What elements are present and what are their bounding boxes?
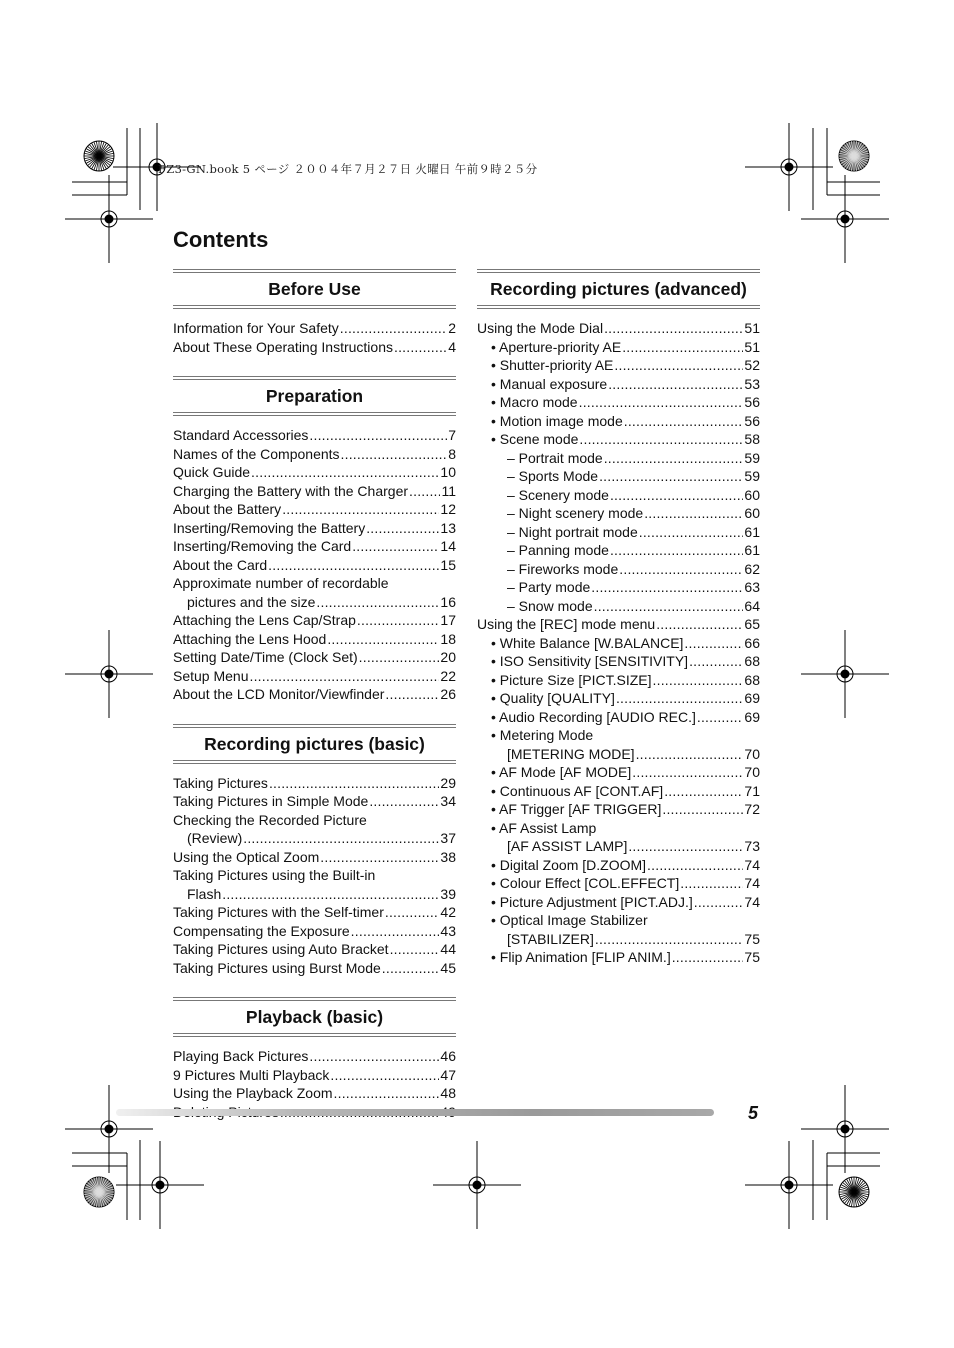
toc-entry (173, 667, 456, 686)
toc-entry (477, 430, 760, 449)
toc-section (173, 269, 456, 356)
registration-crosshair-icon (433, 1141, 521, 1229)
toc-entry-title: About These Operating Instructions (173, 338, 393, 355)
toc-entry (477, 782, 760, 801)
toc-entry-title: Inserting/Removing the Battery (173, 519, 366, 536)
dot-leader (579, 430, 743, 449)
toc-page-number: 69 (744, 708, 760, 725)
toc-page-number: 14 (440, 538, 456, 554)
dot-leader (409, 482, 440, 501)
toc-entry-title: • Scene mode (491, 431, 579, 447)
toc-entry-title: (Review) (187, 830, 243, 846)
toc-page-number: 51 (744, 338, 760, 355)
dot-leader (327, 630, 439, 649)
toc-page-number: 47 (440, 1066, 456, 1083)
toc-entry-first-line: • Metering Mode (491, 727, 594, 743)
toc-page-number: 51 (744, 320, 760, 336)
toc-entry (477, 874, 760, 893)
toc-entry-list (477, 309, 760, 967)
toc-entry (477, 615, 760, 634)
dot-leader (316, 593, 439, 612)
dot-leader (653, 671, 744, 690)
dot-leader (608, 375, 743, 394)
dot-leader (309, 426, 447, 445)
registration-crosshair-icon (801, 1085, 889, 1173)
section-heading-box (173, 997, 456, 1037)
toc-entry (477, 541, 760, 560)
section-gap (173, 704, 456, 724)
toc-section (173, 997, 456, 1121)
toc-entry-title: Charging the Battery with the Charger (173, 482, 409, 499)
toc-page-number: 71 (744, 782, 760, 799)
toc-entry-title: Playing Back Pictures (173, 1048, 309, 1064)
registration-starburst-icon (84, 1177, 114, 1207)
toc-entry-title: Using the Mode Dial (477, 320, 604, 336)
dot-leader (610, 486, 743, 505)
toc-page-number: 53 (744, 375, 760, 392)
registration-starburst-icon (839, 141, 869, 171)
toc-entry (173, 903, 456, 922)
toc-page-number: 65 (744, 616, 760, 632)
toc-entry (477, 319, 760, 338)
toc-entry-title: Setup Menu (173, 667, 249, 684)
dot-leader (594, 597, 744, 616)
toc-entry-list (173, 416, 456, 704)
toc-page-number: 60 (744, 505, 760, 521)
toc-entry (477, 837, 760, 856)
dot-leader (320, 848, 439, 867)
toc-entry (477, 338, 760, 357)
toc-entry (173, 959, 456, 978)
toc-entry (173, 519, 456, 538)
dot-leader (369, 792, 439, 811)
toc-entry-list (173, 309, 456, 356)
dot-leader (664, 782, 743, 801)
toc-page-number: 56 (744, 412, 760, 429)
toc-entry-title: Taking Pictures with the Self-timer (173, 904, 384, 920)
toc-entry (477, 671, 760, 690)
toc-entry-title: • ISO Sensitivity [SENSITIVITY] (491, 653, 689, 669)
toc-page-number: 26 (440, 686, 456, 702)
registration-crosshair-icon (65, 630, 153, 718)
toc-entry (173, 593, 456, 612)
toc-entry-title: • AF Mode [AF MODE] (491, 764, 632, 780)
toc-entry-title: • Aperture-priority AE (491, 338, 622, 355)
toc-entry-title: • Continuous AF [CONT.AF] (491, 782, 664, 799)
toc-entry (173, 500, 456, 519)
toc-page-number: 56 (744, 394, 760, 410)
left-column (173, 269, 456, 1121)
toc-entry-title: • Manual exposure (491, 375, 608, 392)
toc-page-number: 66 (744, 634, 760, 651)
toc-entry-title: [STABILIZER] (507, 930, 594, 947)
toc-entry (173, 774, 456, 793)
dot-leader (351, 922, 440, 941)
toc-entry-title: About the LCD Monitor/Viewfinder (173, 686, 385, 702)
toc-page-number: 16 (440, 593, 456, 610)
section-gap (173, 977, 456, 997)
dot-leader (694, 893, 744, 912)
section-heading-box (173, 724, 456, 764)
toc-page-number: 59 (744, 468, 760, 484)
toc-page-number: 38 (440, 848, 456, 865)
toc-page-number: 34 (440, 793, 456, 809)
dot-leader (334, 1084, 440, 1103)
toc-page-number: 8 (448, 445, 456, 462)
toc-entry-list (173, 764, 456, 978)
dot-leader (639, 523, 744, 542)
print-header: FZ3-GN.book 5 ページ ２００４年７月２７日 火曜日 午前９時２５分 (158, 162, 538, 176)
toc-entry-title: – Night portrait mode (507, 523, 638, 540)
toc-page-number: 11 (441, 482, 456, 499)
toc-entry (173, 611, 456, 630)
toc-entry-title: Standard Accessories (173, 427, 309, 443)
toc-entry-title: Taking Pictures in Simple Mode (173, 793, 369, 809)
toc-entry-title: – Party mode (507, 579, 591, 595)
toc-entry-title: • Picture Size [PICT.SIZE] (491, 671, 652, 688)
toc-page-number: 68 (744, 671, 760, 688)
section-heading: Before Use (268, 279, 361, 299)
dot-leader (340, 319, 447, 338)
section-heading-box (477, 269, 760, 309)
dot-leader (614, 356, 743, 375)
registration-starburst-icon (84, 141, 114, 171)
toc-entry-title: • White Balance [W.BALANCE] (491, 634, 684, 651)
toc-page-number: 75 (744, 930, 760, 947)
toc-page-number: 48 (440, 1085, 456, 1101)
dot-leader (268, 556, 439, 575)
dot-leader (579, 393, 744, 412)
toc-page-number: 13 (440, 519, 456, 536)
toc-entry-first-line: Checking the Recorded Picture (173, 811, 367, 828)
toc-entry (173, 940, 456, 959)
section-heading-box (173, 376, 456, 416)
dot-leader (632, 763, 743, 782)
toc-entry-title: • Audio Recording [AUDIO REC.] (491, 708, 696, 725)
dot-leader (672, 948, 744, 967)
section-heading: Recording pictures (basic) (204, 733, 425, 754)
toc-page-number: 61 (744, 542, 760, 558)
toc-entry-title: [METERING MODE] (507, 745, 635, 762)
dot-leader (330, 1066, 439, 1085)
toc-entry (173, 537, 456, 556)
dot-leader (382, 959, 440, 978)
toc-entry (173, 922, 456, 941)
dot-leader (309, 1047, 439, 1066)
toc-entry-first-line: • Optical Image Stabilizer (491, 912, 648, 928)
toc-entry (477, 745, 760, 764)
toc-entry (477, 930, 760, 949)
section-heading-box (173, 269, 456, 309)
dot-leader (599, 467, 743, 486)
toc-entry (477, 893, 760, 912)
toc-entry-title: • Colour Effect [COL.EFFECT] (491, 875, 680, 891)
registration-crosshair-icon (116, 1141, 204, 1229)
toc-entry-title: Names of the Components (173, 445, 340, 462)
toc-entry-title: Inserting/Removing the Card (173, 538, 352, 554)
section-heading: Recording pictures (advanced) (490, 279, 747, 299)
toc-entry-title: • AF Trigger [AF TRIGGER] (491, 801, 662, 817)
dot-leader (366, 519, 439, 538)
toc-entry (477, 467, 760, 486)
dot-leader (624, 412, 744, 431)
toc-entry (477, 948, 760, 967)
toc-page-number: 62 (744, 560, 760, 577)
dot-leader (222, 885, 439, 904)
dot-leader (636, 745, 744, 764)
registration-crosshair-icon (801, 175, 889, 263)
toc-page-number: 15 (440, 556, 456, 573)
dot-leader (622, 338, 743, 357)
toc-entry (477, 375, 760, 394)
toc-entry-title: Using the Optical Zoom (173, 848, 320, 865)
toc-entry (477, 523, 760, 542)
toc-entry (173, 685, 456, 704)
toc-entry-title: – Snow mode (507, 597, 593, 614)
dot-leader (394, 338, 447, 357)
toc-page-number: 43 (440, 922, 456, 939)
registration-starburst-icon (839, 1177, 869, 1207)
section-gap (173, 356, 456, 376)
toc-page-number: 74 (744, 875, 760, 891)
dot-leader (604, 449, 744, 468)
toc-entry (477, 486, 760, 505)
toc-entry-title: • Digital Zoom [D.ZOOM] (491, 856, 647, 873)
dot-leader (251, 463, 439, 482)
toc-entry (173, 848, 456, 867)
dot-leader (357, 611, 440, 630)
toc-entry (477, 708, 760, 727)
toc-page-number: 72 (744, 801, 760, 817)
toc-entry-title: – Scenery mode (507, 486, 609, 503)
toc-entry-title: Attaching the Lens Cap/Strap (173, 612, 356, 628)
dot-leader (352, 537, 439, 556)
toc-page-number: 7 (448, 427, 456, 443)
toc-entry (173, 829, 456, 848)
toc-entry (477, 393, 760, 412)
toc-page-number: 70 (744, 745, 760, 762)
toc-entry-title: About the Card (173, 556, 268, 573)
toc-entry-title: About the Battery (173, 501, 282, 517)
toc-entry-title: • Quality [QUALITY] (491, 690, 615, 706)
toc-page-number: 59 (744, 449, 760, 466)
toc-entry-title: Using the Playback Zoom (173, 1085, 333, 1101)
toc-page-number: 46 (440, 1048, 456, 1064)
dot-leader (385, 903, 440, 922)
toc-section (477, 269, 760, 967)
toc-entry (477, 856, 760, 875)
toc-page-number: 42 (440, 904, 456, 920)
page-title: Contents (173, 227, 269, 252)
toc-entry (173, 630, 456, 649)
toc-entry-title: pictures and the size (187, 593, 316, 610)
toc-page-number: 61 (744, 523, 760, 540)
toc-entry-title: Compensating the Exposure (173, 922, 350, 939)
toc-entry (477, 560, 760, 579)
toc-entry-title: – Sports Mode (507, 468, 599, 484)
footer-bar (116, 1109, 714, 1116)
toc-entry-title: 9 Pictures Multi Playback (173, 1066, 330, 1083)
toc-entry-title: Setting Date/Time (Clock Set) (173, 649, 358, 665)
toc-page-number: 2 (448, 320, 456, 336)
toc-entry (477, 597, 760, 616)
dot-leader (684, 634, 743, 653)
registration-crosshair-icon (745, 123, 833, 211)
toc-page-number: 39 (440, 885, 456, 902)
dot-leader (250, 667, 440, 686)
toc-page-number: 52 (744, 357, 760, 373)
toc-entry-title: Taking Pictures (173, 774, 268, 791)
toc-entry (173, 885, 456, 904)
dot-leader (282, 500, 439, 519)
toc-section (173, 724, 456, 978)
toc-page-number: 64 (744, 597, 760, 614)
dot-leader (644, 504, 743, 523)
toc-entry-title: – Fireworks mode (507, 560, 619, 577)
toc-page-number: 69 (744, 690, 760, 706)
toc-entry (173, 445, 456, 464)
toc-entry-title: • Picture Adjustment [PICT.ADJ.] (491, 893, 693, 910)
toc-entry-title: – Panning mode (507, 542, 609, 558)
right-column (477, 269, 760, 967)
dot-leader (595, 930, 744, 949)
toc-page-number: 74 (744, 893, 760, 910)
toc-page-number: 74 (744, 856, 760, 873)
toc-entry-first-line: • AF Assist Lamp (491, 819, 597, 836)
section-heading: Preparation (265, 386, 364, 406)
toc-page-number: 12 (440, 501, 456, 517)
toc-entry (173, 319, 456, 338)
toc-page-number: 73 (744, 838, 760, 854)
dot-leader (662, 800, 743, 819)
dot-leader (656, 615, 743, 634)
toc-entry (477, 800, 760, 819)
toc-page-number: 37 (440, 830, 456, 846)
toc-page-number: 4 (448, 338, 456, 355)
toc-page-number: 58 (744, 431, 760, 447)
toc-page-number: 68 (744, 653, 760, 669)
dot-leader (243, 829, 439, 848)
dot-leader (680, 874, 743, 893)
dot-leader (385, 685, 439, 704)
toc-page-number: 20 (440, 649, 456, 665)
toc-entry (173, 1066, 456, 1085)
toc-page-number: 10 (440, 464, 456, 480)
toc-entry (477, 449, 760, 468)
toc-entry-title: [AF ASSIST LAMP] (507, 838, 628, 854)
toc-section (173, 376, 456, 704)
toc-entry (173, 648, 456, 667)
dot-leader (269, 774, 439, 793)
toc-entry (477, 412, 760, 431)
toc-entry-title: – Portrait mode (507, 449, 603, 466)
dot-leader (359, 648, 440, 667)
toc-page-number: 22 (440, 667, 456, 684)
page-number: 5 (748, 1103, 759, 1123)
toc-entry (173, 463, 456, 482)
toc-page-number: 70 (744, 764, 760, 780)
dot-leader (390, 940, 440, 959)
toc-page-number: 75 (744, 949, 760, 965)
toc-entry (477, 763, 760, 782)
toc-page-number: 44 (440, 941, 456, 957)
toc-entry-title: • Flip Animation [FLIP ANIM.] (491, 949, 671, 965)
toc-page-number: 63 (744, 579, 760, 595)
toc-entry (477, 689, 760, 708)
dot-leader (604, 319, 743, 338)
toc-page-number: 18 (440, 630, 456, 647)
dot-leader (610, 541, 743, 560)
toc-entry (477, 634, 760, 653)
toc-entry (477, 652, 760, 671)
toc-page-number: 29 (440, 774, 456, 791)
toc-entry-title: Taking Pictures using Auto Bracket (173, 941, 389, 957)
dot-leader (591, 578, 743, 597)
toc-entry-title: Flash (187, 885, 222, 902)
dot-leader (689, 652, 743, 671)
toc-entry (173, 426, 456, 445)
toc-page-number: 60 (744, 486, 760, 503)
dot-leader (619, 560, 743, 579)
registration-crosshair-icon (745, 1141, 833, 1229)
toc-entry-first-line: Taking Pictures using the Built-in (173, 867, 376, 883)
toc-entry-title: Information for Your Safety (173, 320, 339, 336)
toc-entry (477, 504, 760, 523)
toc-entry (173, 482, 456, 501)
toc-entry-title: • Macro mode (491, 394, 578, 410)
toc-entry-title: Taking Pictures using Burst Mode (173, 959, 381, 976)
toc-entry-title: Attaching the Lens Hood (173, 630, 327, 647)
dot-leader (697, 708, 744, 727)
toc-entry-title: – Night scenery mode (507, 505, 644, 521)
toc-page-number: 45 (440, 959, 456, 976)
dot-leader (647, 856, 743, 875)
dot-leader (341, 445, 448, 464)
toc-entry-title: Quick Guide (173, 464, 251, 480)
toc-entry-first-line: Approximate number of recordable (173, 575, 389, 591)
toc-entry (173, 792, 456, 811)
toc-entry-title: • Motion image mode (491, 412, 623, 429)
toc-entry (477, 578, 760, 597)
toc-entry-title: Using the [REC] mode menu (477, 616, 656, 632)
toc-page-number: 17 (440, 612, 456, 628)
registration-crosshair-icon (801, 630, 889, 718)
toc-entry-title: • Shutter-priority AE (491, 357, 614, 373)
toc-entry (173, 1084, 456, 1103)
dot-leader (616, 689, 743, 708)
toc-entry (173, 1047, 456, 1066)
section-heading: Playback (basic) (245, 1007, 384, 1027)
toc-entry (173, 338, 456, 357)
toc-entry (173, 556, 456, 575)
dot-leader (628, 837, 743, 856)
toc-entry (477, 356, 760, 375)
